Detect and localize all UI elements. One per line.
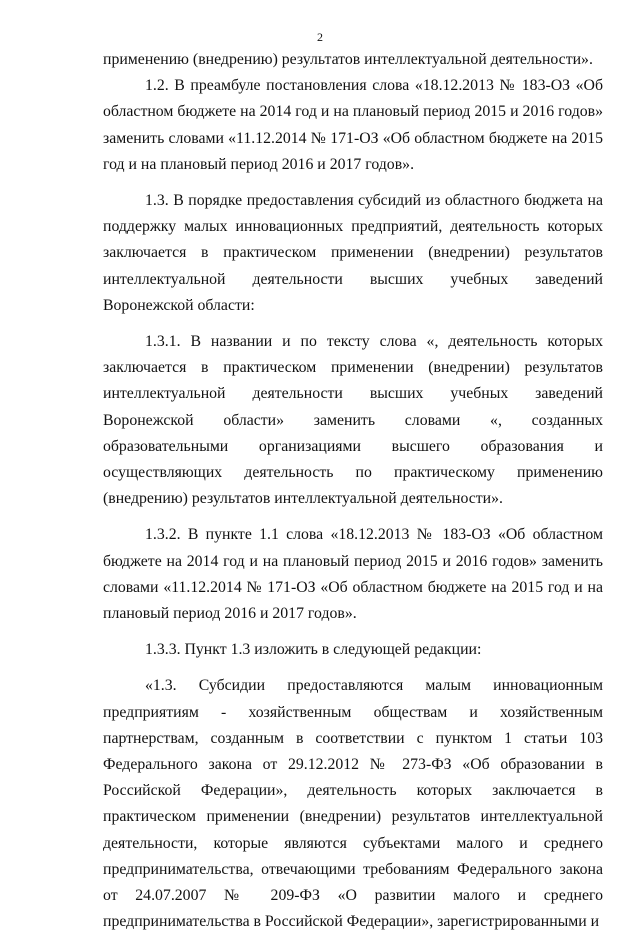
paragraph-1-3: 1.3. В порядке предоставления субсидий из областного бюджета на поддержку малых инновационных предприятий, деятельность которых заключается в практическом применении (внедрении) результатов интеллектуальной деятельности высших учебных заведений Воронежской области: (103, 192, 603, 314)
paragraph-continuation: применению (внедрению) результатов интеллектуальной деятельности». (103, 51, 593, 68)
document-body (103, 47, 603, 936)
paragraph-1-3-2: 1.3.2. В пункте 1.1 слова «18.12.2013 № 183-ОЗ «Об областном бюджете на 2014 год и на плановый период 2015 и 2016 годов» заменить словами «11.12.2014 № 171-ОЗ «Об областном бюджете на 2015 год и на плановый период 2016 и 2017 годов». (103, 526, 603, 623)
paragraph-1-2: 1.2. В преамбуле постановления слова «18.12.2013 № 183-ОЗ «Об областном бюджете на 2014 год и на плановый период 2015 и 2016 годов» заменить словами «11.12.2014 № 171-ОЗ «Об областном бюджете на 2015 год и на плановый период 2016 и 2017 годов». (103, 77, 603, 173)
paragraph-1-3-3: 1.3.3. Пункт 1.3 изложить в следующей редакции: (145, 641, 482, 659)
page-number: 2 (317, 30, 323, 44)
paragraph-quoted-1-3: «1.3. Субсидии предоставляются малым инновационным предприятиям - хозяйственным обществам и хозяйственным партнерствам, созданным в соответствии с пунктом 1 статьи 103 Федерального закона от 29.12.2012 № 273-ФЗ «Об образовании в Российской Федерации», деятельность которых заключается в практическом применении (внедрении) результатов интеллектуальной деятельности, которые являются субъектами малого и среднего предпринимательства, отвечающими требованиям Федерального закона от 24.07.2007 № 209-ФЗ «О развитии малого и среднего предпринимательства в Российской Федерации», зарегистрированными и (103, 677, 603, 931)
paragraph-1-3-1: 1.3.1. В названии и по тексту слова «, деятельность которых заключается в практическом применении (внедрении) результатов интеллектуальной деятельности высших учебных заведений Воронежской области» заменить словами «, созданных образовательными организациями высшего образования и осуществляющих деятельность по практическому применению (внедрению) результатов интеллектуальной деятельности». (103, 333, 603, 508)
